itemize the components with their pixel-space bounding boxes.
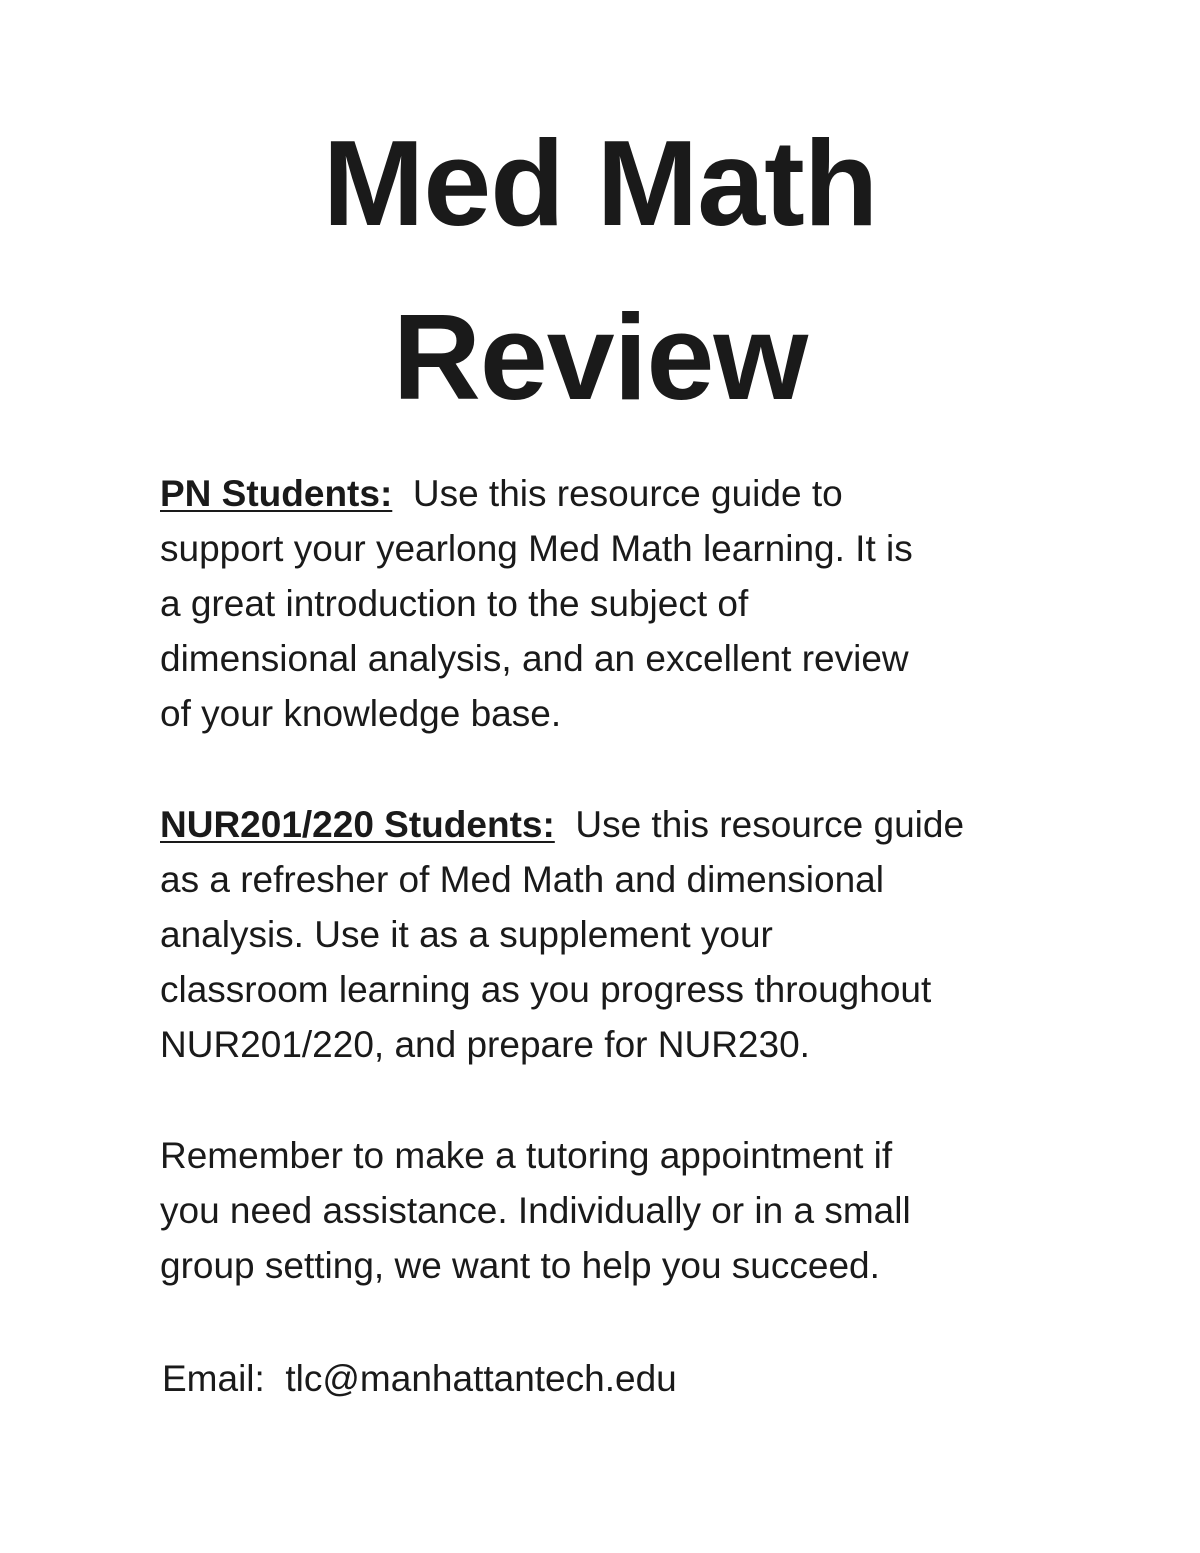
pn-line-4: dimensional analysis, and an excellent review bbox=[160, 638, 909, 679]
nur-line-5: NUR201/220, and prepare for NUR230. bbox=[160, 1024, 810, 1065]
pn-students-paragraph bbox=[160, 466, 1060, 741]
nur-line-2: as a refresher of Med Math and dimensional bbox=[160, 859, 884, 900]
email-link[interactable]: tlc@manhattantech.edu bbox=[285, 1358, 677, 1399]
nur-line-1 bbox=[160, 797, 1060, 852]
pn-students-label: PN Students: bbox=[160, 473, 393, 514]
nur-students-label: NUR201/220 Students: bbox=[160, 804, 555, 845]
pn-line-5: of your knowledge base. bbox=[160, 693, 562, 734]
page-title-line-1: Med Math bbox=[322, 115, 878, 251]
page-title-line-2: Review bbox=[392, 289, 808, 425]
contact-line bbox=[162, 1351, 1062, 1406]
reminder-line-1: Remember to make a tutoring appointment if bbox=[160, 1135, 893, 1176]
pn-line-2: support your yearlong Med Math learning. It is bbox=[160, 528, 913, 569]
nur-line-1-text: Use this resource guide bbox=[575, 804, 965, 845]
pn-line-1-text: Use this resource guide to bbox=[412, 473, 843, 514]
nur-line-3: analysis. Use it as a supplement your bbox=[160, 914, 773, 955]
email-label: Email: bbox=[162, 1358, 265, 1399]
nur-students-paragraph bbox=[160, 797, 1060, 1072]
pn-line-1 bbox=[160, 466, 1060, 521]
nur-line-4: classroom learning as you progress throughout bbox=[160, 969, 932, 1010]
reminder-line-3: group setting, we want to help you succeed. bbox=[160, 1245, 880, 1286]
reminder-line-2: you need assistance. Individually or in a small bbox=[160, 1190, 911, 1231]
reminder-paragraph bbox=[160, 1128, 1060, 1293]
pn-line-3: a great introduction to the subject of bbox=[160, 583, 749, 624]
